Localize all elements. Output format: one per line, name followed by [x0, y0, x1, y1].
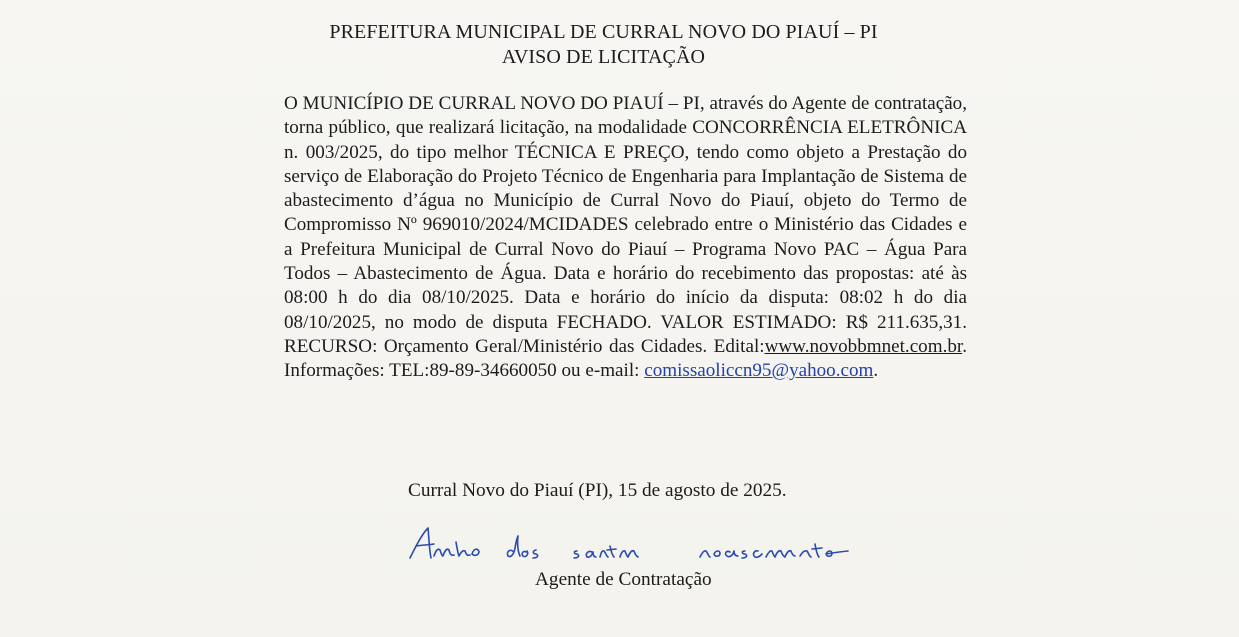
notice-text: O MUNICÍPIO DE CURRAL NOVO DO PIAUÍ – PI, através do Agente de contratação, torna público, que realizará licitação, na modalidade CONCORRÊNCIA ELETRÔNICA n. 003/2025, do tipo melhor TÉCNICA E PREÇO, tendo como objeto a Prestação do serviço de Elaboração do Projeto Técnico de Engenharia para Implantação de Sistema de abastecimento d’água no Município de Curral Novo do Piauí, objeto do Termo de Compromisso Nº 969010/2024/MCIDADES celebrado entre o Ministério das Cidades e a Prefeitura Municipal de Curral Novo do Piauí – Programa Novo PAC – Água Para Todos – Abastecimento de Água. Data e horário do recebimento das propostas: até às 08:00 h do dia 08/10/2025. Data e horário do início da disputa: 08:02 h do dia 08/10/2025, no modo de disputa FECHADO. VALOR ESTIMADO: R$ 211.635,31. RECURSO: Orçamento Geral/Ministério das Cidades. Edital:	[284, 93, 967, 357]
notice-contact-text: . Informações: TEL:89-89-34660050 ou e-mail:	[284, 335, 967, 382]
handwritten-signature	[402, 520, 882, 568]
notice-body	[284, 92, 967, 384]
header-title: PREFEITURA MUNICIPAL DE CURRAL NOVO DO PIAUÍ – PI	[329, 21, 878, 43]
date-line: Curral Novo do Piauí (PI), 15 de agosto de 2025.	[408, 480, 787, 501]
email-link[interactable]: comissaoliccn95@yahoo.com	[644, 360, 874, 382]
signatory-role: Agente de Contratação	[535, 569, 712, 590]
header-subtitle: AVISO DE LICITAÇÃO	[501, 46, 706, 68]
website-link[interactable]: www.novobbmnet.com.br	[764, 335, 963, 357]
notice-end: .	[873, 360, 879, 382]
